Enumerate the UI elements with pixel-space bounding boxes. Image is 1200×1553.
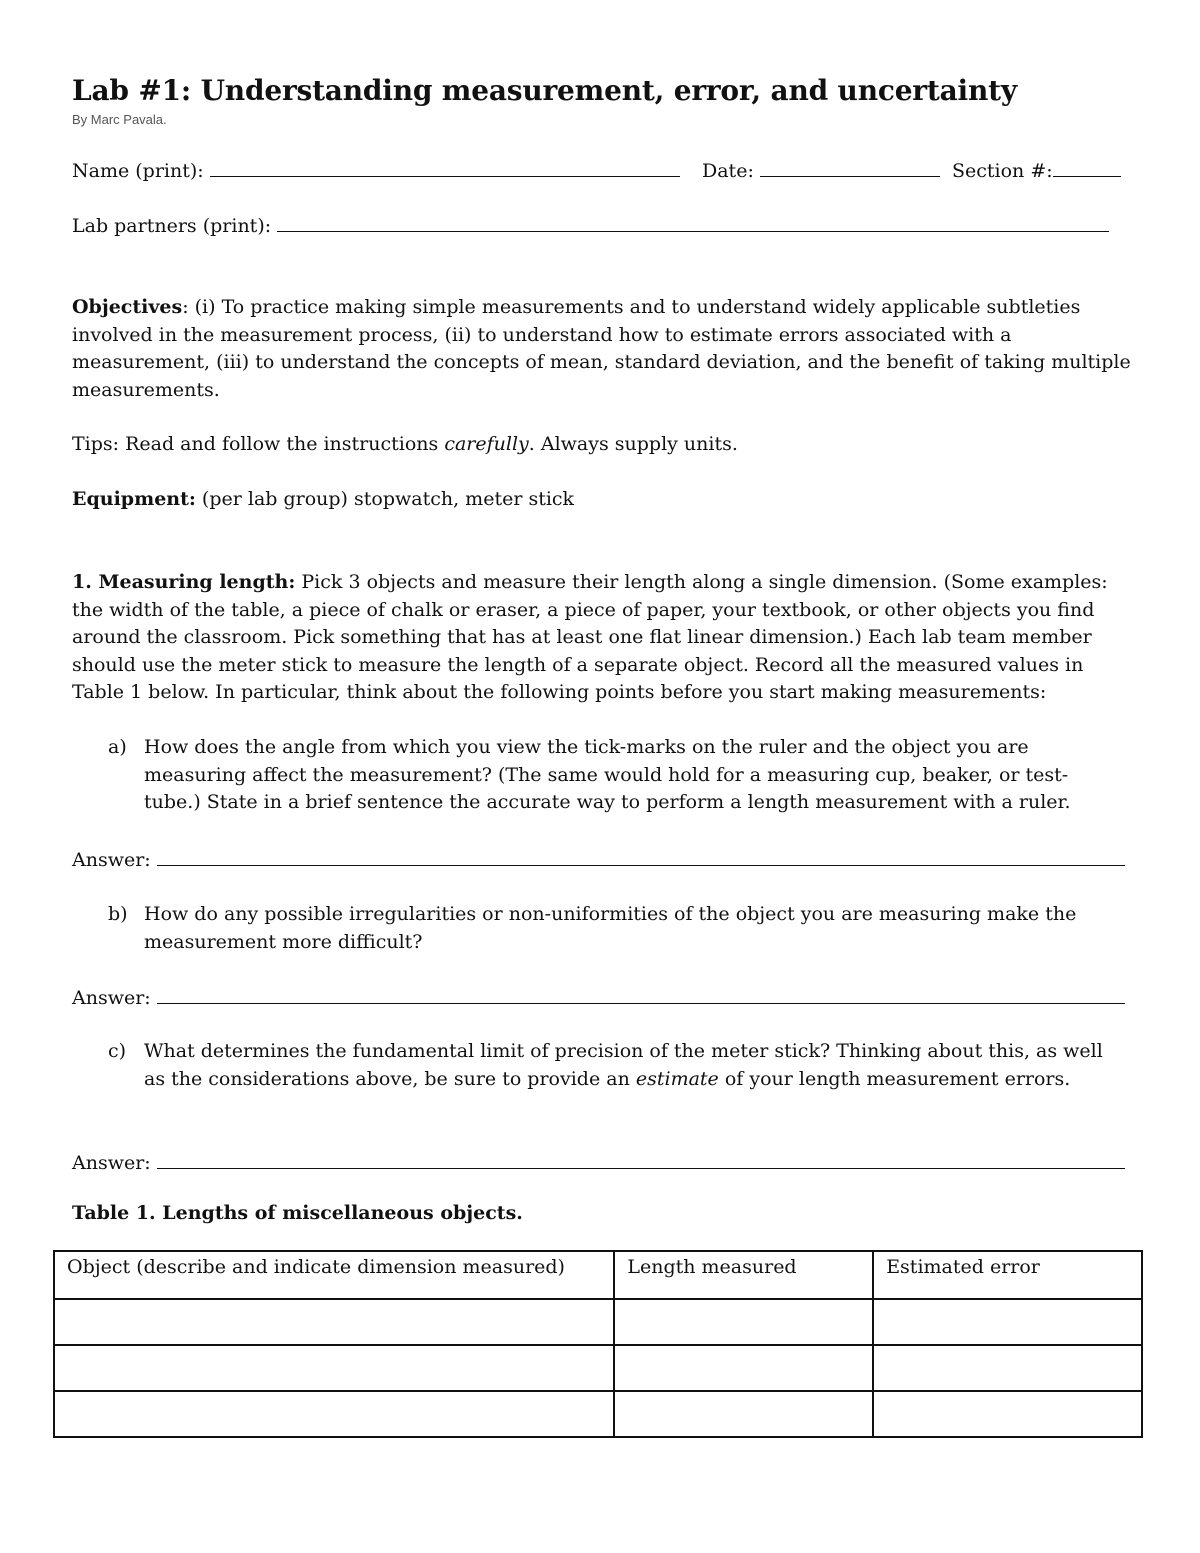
answer-b-field[interactable] xyxy=(157,983,1125,1004)
partners-field[interactable] xyxy=(277,211,1109,232)
question-c-marker: c) xyxy=(108,1040,127,1062)
table1-caption: Table 1. Lengths of miscellaneous objects. xyxy=(72,1202,523,1224)
name-field[interactable] xyxy=(210,156,680,177)
answer-c-field[interactable] xyxy=(157,1148,1125,1169)
table-cell[interactable] xyxy=(54,1299,614,1345)
table-cell[interactable] xyxy=(873,1345,1142,1391)
answer-a-label: Answer: xyxy=(72,849,151,871)
table-header-row xyxy=(54,1251,1142,1299)
answer-b-row xyxy=(72,983,1125,1012)
page-title: Lab #1: Understanding measurement, error, and uncertainty xyxy=(72,74,1017,107)
section1-text: Pick 3 objects and measure their length along a single dimension. (Some examples: the width of the table, a piece of chalk or eraser, a piece of paper, your textbook, or other objects you find around the classroom. Pick something that has at least one flat linear dimension.) Each lab team member should use the meter stick to measure the length of a separate object. Record all the measured values in Table 1 below. In particular, think about the following points before you start making measurements: xyxy=(72,571,1108,703)
objectives-text: : (i) To practice making simple measurements and to understand widely applicable subtleties involved in the measurement process, (ii) to understand how to estimate errors associated with a measurement, (iii) to understand the concepts of mean, standard deviation, and the benefit of taking multiple measurements. xyxy=(72,296,1131,401)
objectives-paragraph xyxy=(72,294,1132,404)
question-a xyxy=(108,734,1118,817)
partners-row xyxy=(72,211,1109,240)
question-a-text: How does the angle from which you view the tick-marks on the ruler and the object you are measuring affect the measurement? (The same would hold for a measuring cup, beaker, or test-tube.) State in a brief sentence the accurate way to perform a length measurement with a ruler. xyxy=(144,736,1071,813)
question-c-text xyxy=(144,1038,1118,1093)
table-cell[interactable] xyxy=(614,1299,873,1345)
answer-a-field[interactable] xyxy=(157,845,1125,866)
answer-c-row xyxy=(72,1148,1125,1177)
table-row xyxy=(54,1391,1142,1437)
section-label: Section #: xyxy=(952,160,1053,182)
tips-prefix: Tips: Read and follow the instructions xyxy=(72,433,445,455)
answer-c-label: Answer: xyxy=(72,1152,151,1174)
question-c xyxy=(108,1038,1118,1093)
question-c-emphasis: estimate xyxy=(635,1067,719,1090)
header-length: Length measured xyxy=(614,1251,873,1299)
table1 xyxy=(53,1250,1143,1438)
objectives-label: Objectives xyxy=(72,296,183,318)
question-b xyxy=(108,901,1118,956)
answer-b-label: Answer: xyxy=(72,987,151,1009)
name-label: Name (print): xyxy=(72,160,204,182)
question-a-marker: a) xyxy=(108,736,127,758)
table-row xyxy=(54,1345,1142,1391)
question-b-text: How do any possible irregularities or non-uniformities of the object you are measuring make the measurement more difficult? xyxy=(144,903,1077,953)
table-cell[interactable] xyxy=(614,1345,873,1391)
equipment-text: (per lab group) stopwatch, meter stick xyxy=(195,488,575,510)
name-row xyxy=(72,156,680,185)
answer-a-row xyxy=(72,845,1125,874)
section1-paragraph xyxy=(72,569,1132,707)
tips-suffix: . Always supply units. xyxy=(528,433,738,455)
question-c-text-after: of your length measurement errors. xyxy=(718,1067,1071,1090)
question-b-marker: b) xyxy=(108,903,128,925)
table-cell[interactable] xyxy=(614,1391,873,1437)
section1-label: 1. Measuring length: xyxy=(72,571,296,593)
tips-emphasis: carefully xyxy=(444,433,529,455)
section-field[interactable] xyxy=(1053,156,1121,177)
equipment-label: Equipment: xyxy=(72,488,196,510)
partners-label: Lab partners (print): xyxy=(72,215,272,237)
date-row xyxy=(702,156,940,185)
date-field[interactable] xyxy=(760,156,940,177)
equipment-paragraph xyxy=(72,486,1132,514)
table-cell[interactable] xyxy=(873,1391,1142,1437)
question-c-text-before: What determines the fundamental limit of precision of the meter stick? Thinking about this, as well as the considerations above, be sure to provide an xyxy=(144,1040,1103,1090)
author-line: By Marc Pavala. xyxy=(72,112,167,127)
header-error: Estimated error xyxy=(873,1251,1142,1299)
table-cell[interactable] xyxy=(54,1345,614,1391)
section-row xyxy=(952,156,1121,185)
table-cell[interactable] xyxy=(54,1391,614,1437)
table-cell[interactable] xyxy=(873,1299,1142,1345)
header-object: Object (describe and indicate dimension measured) xyxy=(54,1251,614,1299)
table-row xyxy=(54,1299,1142,1345)
tips-paragraph xyxy=(72,431,1132,459)
date-label: Date: xyxy=(702,160,754,182)
